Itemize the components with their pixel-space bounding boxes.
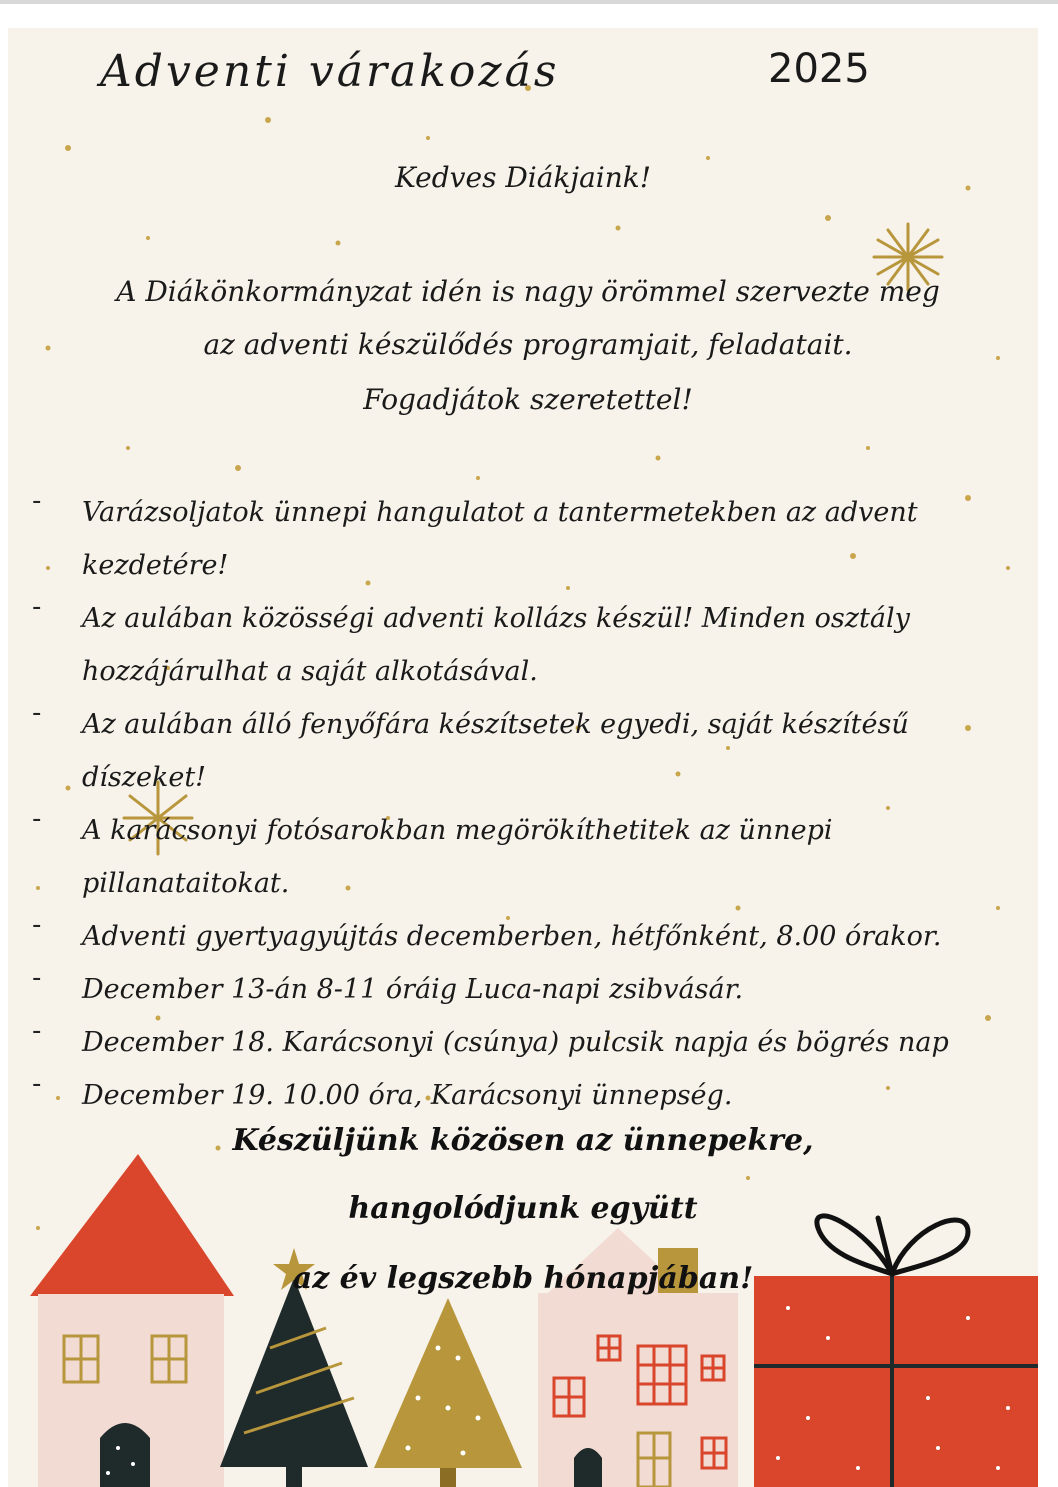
bullet-dash: -	[32, 592, 42, 622]
closing-line: az év legszebb hónapjában!	[292, 1261, 754, 1296]
advent-poster	[8, 28, 1038, 1487]
list-item: - December 19. 10.00 óra, Karácsonyi ünnepség.	[32, 1069, 733, 1111]
bullet-dash: -	[32, 1016, 42, 1046]
bullet-dash: -	[32, 910, 42, 940]
gift-box-icon	[754, 1216, 1038, 1487]
list-item: - A karácsonyi fotósarokban megörökíthetitek az ünnepi pillanataitokat.	[32, 804, 833, 899]
bullet-dash: -	[32, 963, 42, 993]
list-item: - Az aulában közösségi adventi kollázs készül! Minden osztály hozzájárulhat a saját alkotásával.	[32, 592, 910, 687]
greeting: Kedves Diákjaink!	[395, 161, 651, 194]
list-item: - Adventi gyertyagyújtás decemberben, hétfőnként, 8.00 órakor.	[32, 910, 942, 952]
bullet-dash: -	[32, 486, 42, 516]
bullet-dash: -	[32, 804, 42, 834]
bullet-dash: -	[32, 698, 42, 728]
christmas-village-illustration	[8, 1108, 1038, 1487]
closing-line: hangolódjunk együtt	[348, 1191, 698, 1226]
intro-line: Fogadjátok szeretettel!	[363, 383, 693, 416]
program-list	[8, 486, 1038, 1122]
list-item: - Az aulában álló fenyőfára készítsetek egyedi, saját készítésű díszeket!	[32, 698, 909, 793]
poster-year: 2025	[768, 46, 870, 92]
list-item: - Varázsoljatok ünnepi hangulatot a tantermetekben az advent kezdetére!	[32, 486, 918, 581]
intro-line: az adventi készülődés programjait, feladatait.	[203, 328, 853, 361]
christmas-tree-icon	[374, 1298, 522, 1487]
intro-line: A Diákönkormányzat idén is nagy örömmel szervezte meg	[116, 275, 940, 308]
list-item: - December 13-án 8-11 óráig Luca-napi zsibvásár.	[32, 963, 744, 1005]
closing-line: Készüljünk közösen az ünnepekre,	[232, 1123, 814, 1158]
poster-title: Adventi várakozás	[100, 46, 560, 97]
list-item: - December 18. Karácsonyi (csúnya) pulcsik napja és bögrés nap	[32, 1016, 949, 1058]
top-border	[0, 0, 1058, 4]
bullet-dash: -	[32, 1069, 42, 1099]
